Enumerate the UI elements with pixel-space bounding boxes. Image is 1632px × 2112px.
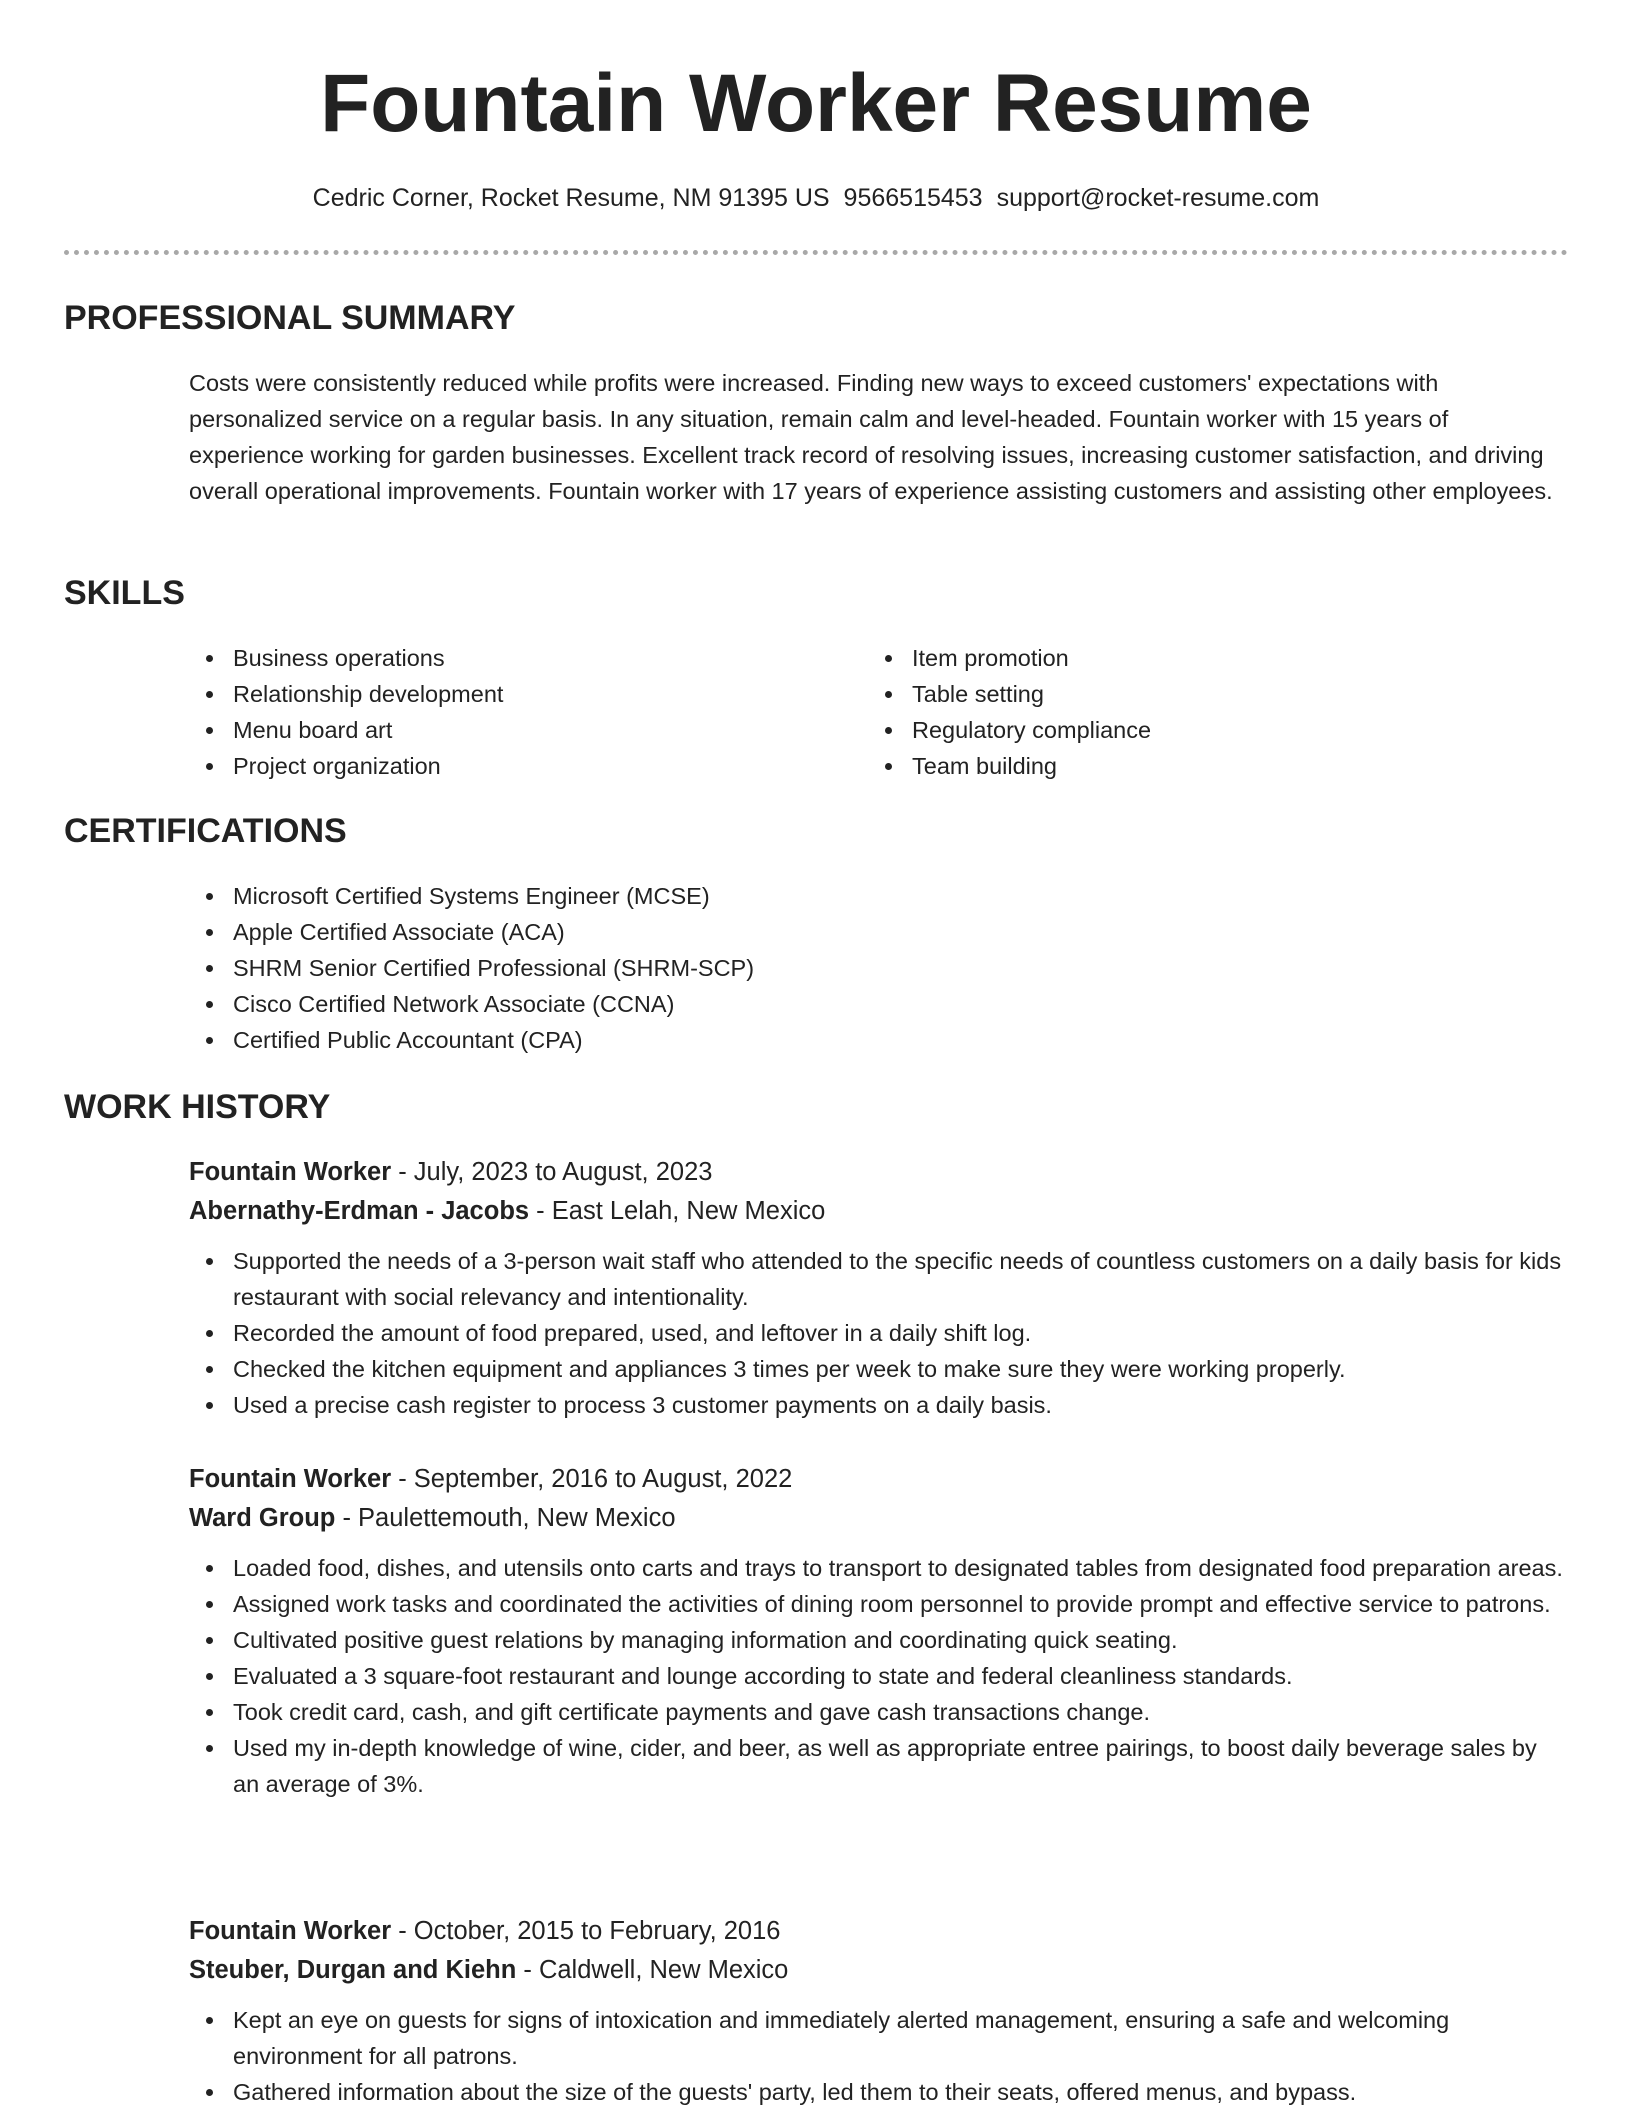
skill-item: Business operations — [233, 640, 849, 676]
job-location: - Paulettemouth, New Mexico — [335, 1504, 676, 1532]
contact-line — [0, 180, 1632, 216]
job-company: Ward Group — [189, 1504, 336, 1532]
job-title: Fountain Worker — [189, 1917, 392, 1945]
job-bullet: Used a precise cash register to process 3 customer payments on a daily basis. — [233, 1387, 1569, 1423]
job-company-line — [189, 1499, 1569, 1538]
header-divider — [64, 250, 1568, 255]
contact-phone: 9566515453 — [843, 184, 983, 212]
skills-heading: SKILLS — [64, 574, 185, 612]
job-company-line — [189, 1192, 1569, 1231]
resume-title: Fountain Worker Resume — [320, 58, 1312, 149]
job-bullet: Gathered information about the size of the guests' party, led them to their seats, offered menus, and bypass. — [233, 2074, 1569, 2110]
certification-item: Cisco Certified Network Associate (CCNA) — [233, 986, 1569, 1022]
job-bullet: Took credit card, cash, and gift certificate payments and gave cash transactions change. — [233, 1694, 1569, 1730]
skill-item: Item promotion — [912, 640, 1528, 676]
certification-item: Apple Certified Associate (ACA) — [233, 914, 1569, 950]
job-bullet: Recorded the amount of food prepared, used, and leftover in a daily shift log. — [233, 1315, 1569, 1351]
job-dates: - October, 2015 to February, 2016 — [391, 1917, 781, 1945]
certification-item: Certified Public Accountant (CPA) — [233, 1022, 1569, 1058]
certification-item: Microsoft Certified Systems Engineer (MCSE) — [233, 878, 1569, 914]
skill-item: Team building — [912, 748, 1528, 784]
job-title: Fountain Worker — [189, 1158, 392, 1186]
certifications-heading: CERTIFICATIONS — [64, 812, 347, 850]
skill-item: Project organization — [233, 748, 849, 784]
job-bullet: Supported the needs of a 3-person wait staff who attended to the specific needs of countless customers on a daily basis for kids restaurant with social relevancy and intentionality. — [233, 1243, 1569, 1315]
job-bullet: Loaded food, dishes, and utensils onto carts and trays to transport to designated tables from designated food preparation areas. — [233, 1550, 1569, 1586]
summary-heading: PROFESSIONAL SUMMARY — [64, 299, 516, 337]
job-title: Fountain Worker — [189, 1465, 392, 1493]
job-entry — [189, 1912, 1569, 2110]
job-dates: - July, 2023 to August, 2023 — [391, 1158, 713, 1186]
work-history-heading: WORK HISTORY — [64, 1088, 331, 1126]
job-title-line — [189, 1912, 1569, 1951]
job-title-line — [189, 1460, 1569, 1499]
contact-email: support@rocket-resume.com — [996, 184, 1320, 212]
job-title-line — [189, 1153, 1569, 1192]
job-bullet: Cultivated positive guest relations by managing information and coordinating quick seating. — [233, 1622, 1569, 1658]
job-bullet: Kept an eye on guests for signs of intoxication and immediately alerted management, ensuring a safe and welcoming environment for all patrons. — [233, 2002, 1569, 2074]
job-bullet: Checked the kitchen equipment and appliances 3 times per week to make sure they were working properly. — [233, 1351, 1569, 1387]
job-entry — [189, 1153, 1569, 1423]
certification-item: SHRM Senior Certified Professional (SHRM-SCP) — [233, 950, 1569, 986]
job-company: Steuber, Durgan and Kiehn — [189, 1956, 517, 1984]
job-entry — [189, 1460, 1569, 1802]
skill-item: Menu board art — [233, 712, 849, 748]
job-company-line — [189, 1951, 1569, 1990]
job-location: - East Lelah, New Mexico — [529, 1197, 826, 1225]
summary-text: Costs were consistently reduced while profits were increased. Finding new ways to exceed customers' expectations with personalized service on a regular basis. In any situation, remain calm and level-headed. Fountain worker with 15 years of experience working for garden businesses. Excellent track record of resolving issues, increasing customer satisfaction, and driving overall operational improvements. Fountain worker with 17 years of experience assisting customers and assisting other employees. — [189, 370, 1553, 504]
job-dates: - September, 2016 to August, 2022 — [391, 1465, 793, 1493]
job-location: - Caldwell, New Mexico — [516, 1956, 789, 1984]
job-bullet: Assigned work tasks and coordinated the activities of dining room personnel to provide prompt and effective service to patrons. — [233, 1586, 1569, 1622]
skill-item: Relationship development — [233, 676, 849, 712]
skill-item: Regulatory compliance — [912, 712, 1528, 748]
contact-address: Cedric Corner, Rocket Resume, NM 91395 US — [312, 184, 830, 212]
job-company: Abernathy-Erdman - Jacobs — [189, 1197, 530, 1225]
certifications-list — [189, 878, 1569, 1058]
skills-column-left — [189, 640, 849, 784]
job-bullet: Used my in-depth knowledge of wine, cider, and beer, as well as appropriate entree pairings, to boost daily beverage sales by an average of 3%. — [233, 1730, 1569, 1802]
job-bullet: Evaluated a 3 square-foot restaurant and lounge according to state and federal cleanliness standards. — [233, 1658, 1569, 1694]
skills-column-right — [868, 640, 1528, 784]
skill-item: Table setting — [912, 676, 1528, 712]
